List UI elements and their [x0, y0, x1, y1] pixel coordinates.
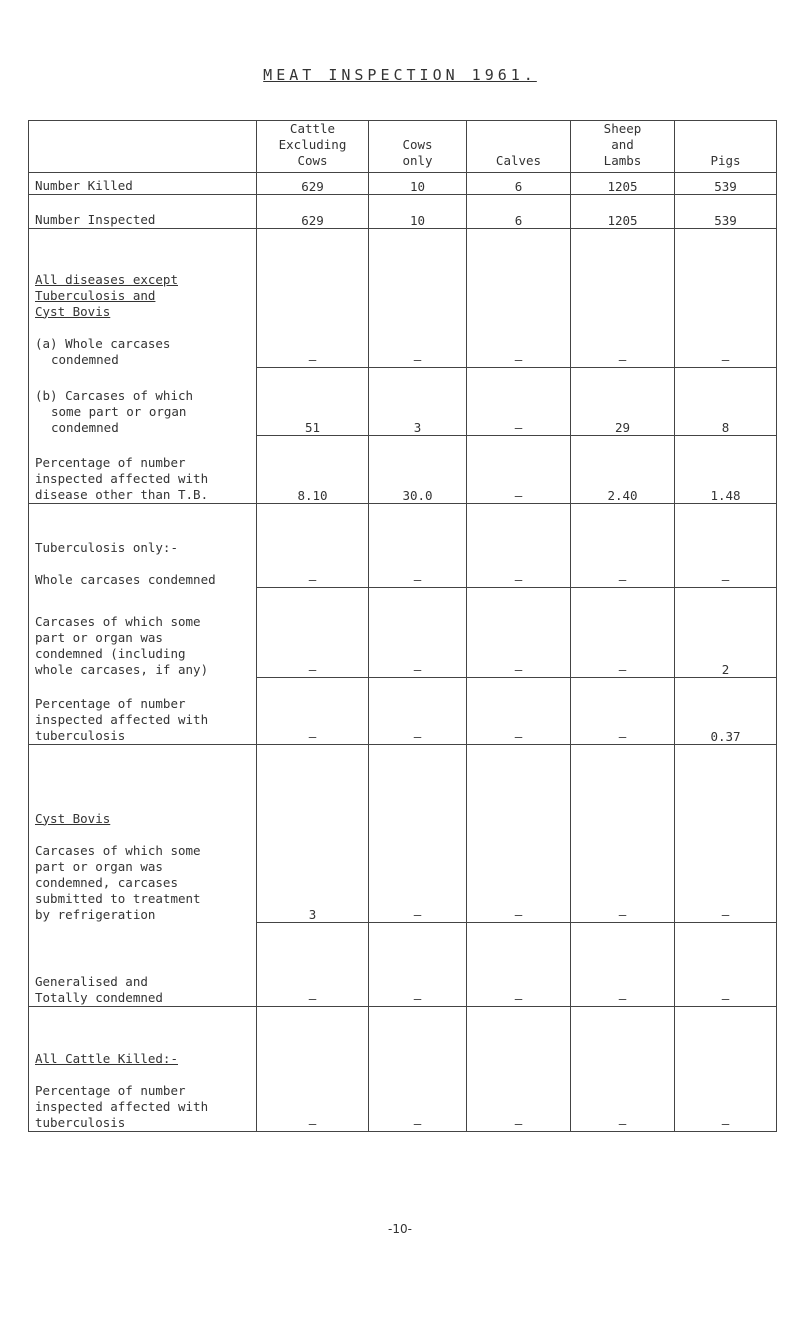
table-row: Carcases of which some part or organ was condemned (including whole carcases, if any) – – – – 2 [29, 588, 777, 678]
table-row: Percentage of number inspected affected with tuberculosis – – – – 0.37 [29, 678, 777, 745]
page-number: -10- [388, 1222, 412, 1236]
row-label: Percentage of number inspected affected with disease other than T.B. [29, 436, 257, 504]
row-label: All Cattle Killed:- Percentage of number inspected affected with tuberculosis [29, 1007, 257, 1132]
header-cows: Cows only [369, 121, 467, 173]
table-row: Generalised and Totally condemned – – – – – [29, 923, 777, 1007]
header-cattle: Cattle Excluding Cows [257, 121, 369, 173]
inspection-table [28, 120, 777, 1132]
row-label: Tuberculosis only:- Whole carcases condemned [29, 504, 257, 588]
table-row: Tuberculosis only:- Whole carcases condemned – – – – – [29, 504, 777, 588]
row-label: Generalised and Totally condemned [29, 923, 257, 1007]
table-row: Cyst Bovis Carcases of which some part or organ was condemned, carcases submitted to treatment by refrigeration 3 – – – – [29, 745, 777, 923]
table-row: Number Killed 629 10 6 1205 539 [29, 173, 777, 195]
header-row [29, 121, 777, 173]
row-label: Percentage of number inspected affected with tuberculosis [29, 678, 257, 745]
table-row: Number Inspected 629 10 6 1205 539 [29, 195, 777, 229]
row-label: (b) Carcases of which some part or organ condemned [29, 368, 257, 436]
row-label: All diseases except Tuberculosis and Cyst Bovis (a) Whole carcases condemned [29, 229, 257, 368]
row-label: Cyst Bovis Carcases of which some part or organ was condemned, carcases submitted to treatment by refrigeration [29, 745, 257, 923]
table-row: Percentage of number inspected affected with disease other than T.B. 8.10 30.0 – 2.40 1.48 [29, 436, 777, 504]
row-label: Number Inspected [29, 195, 257, 229]
row-label: Number Killed [29, 173, 257, 195]
page-title: MEAT INSPECTION 1961. [263, 66, 537, 84]
header-sheep: Sheep and Lambs [571, 121, 675, 173]
table-row: All diseases except Tuberculosis and Cyst Bovis (a) Whole carcases condemned – – – – – [29, 229, 777, 368]
header-pigs: Pigs [675, 121, 777, 173]
row-label: Carcases of which some part or organ was condemned (including whole carcases, if any) [29, 588, 257, 678]
table-row: (b) Carcases of which some part or organ condemned 51 3 – 29 8 [29, 368, 777, 436]
header-calves: Calves [467, 121, 571, 173]
table-row: All Cattle Killed:- Percentage of number inspected affected with tuberculosis – – – – – [29, 1007, 777, 1132]
header-blank [29, 121, 257, 173]
